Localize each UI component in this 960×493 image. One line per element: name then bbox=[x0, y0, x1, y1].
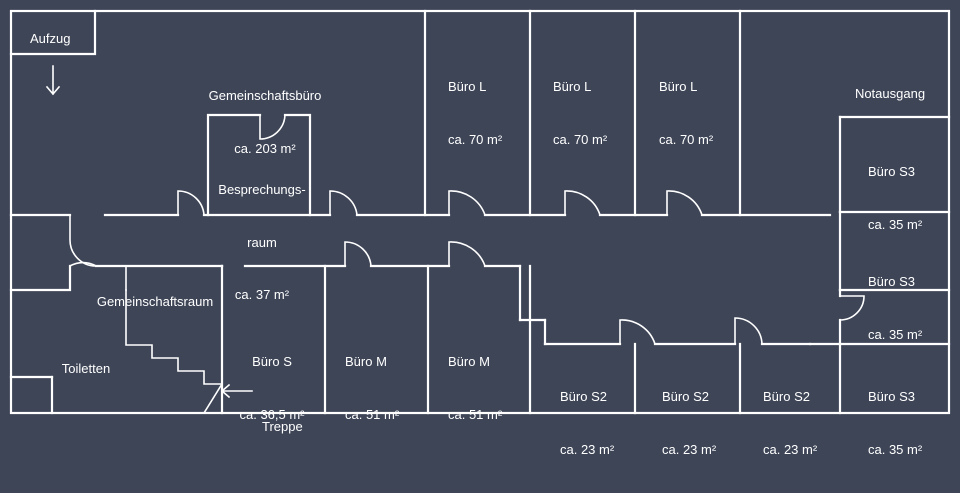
treppe-arrow-icon bbox=[222, 385, 252, 397]
door-gemeinschaftsraum-top bbox=[70, 215, 96, 266]
door-gemeinschaftsbuero-2 bbox=[330, 191, 357, 215]
room-label-aufzug: Aufzug bbox=[30, 31, 71, 46]
room-label-buero-s2-2: Büro S2 ca. 23 m² bbox=[662, 389, 717, 457]
besprechung-right bbox=[285, 115, 310, 215]
room-label-buero-l-2: Büro L ca. 70 m² bbox=[553, 79, 608, 147]
room-label-gemeinschaftsbuero: Gemeinschaftsbüro ca. 203 m² bbox=[208, 88, 322, 156]
door-buero-s2-2 bbox=[735, 318, 762, 344]
room-label-buero-l-1: Büro L ca. 70 m² bbox=[448, 79, 503, 147]
room-label-buero-s3-1: Büro S3 ca. 35 m² bbox=[868, 164, 923, 232]
door-buero-m-2 bbox=[449, 242, 485, 266]
treppe-diagonal bbox=[204, 384, 222, 413]
door-buero-l-1 bbox=[449, 191, 485, 215]
room-label-buero-m-2: Büro M ca. 51 m² bbox=[448, 354, 503, 422]
door-gemeinschaftsraum-bottom bbox=[70, 263, 96, 290]
room-label-besprechungsraum: Besprechungs- raum ca. 37 m² bbox=[218, 182, 306, 303]
door-gemeinschaftsbuero bbox=[178, 191, 204, 215]
aufzug-wall bbox=[11, 11, 95, 54]
door-buero-m-1 bbox=[345, 242, 371, 266]
door-buero-l-3 bbox=[667, 191, 702, 215]
door-buero-s3-2 bbox=[840, 296, 864, 320]
door-buero-s2-1 bbox=[620, 320, 655, 344]
treppe-steps bbox=[126, 290, 222, 384]
besprechung-left bbox=[208, 115, 260, 215]
room-label-buero-s: Büro S ca. 36,5 m² bbox=[239, 354, 305, 422]
room-label-buero-s3-3: Büro S3 ca. 35 m² bbox=[868, 389, 923, 457]
toiletten-top-wall bbox=[11, 266, 70, 290]
room-label-buero-s2-3: Büro S2 ca. 23 m² bbox=[763, 389, 818, 457]
room-label-buero-s3-2: Büro S3 ca. 35 m² bbox=[868, 274, 923, 342]
room-label-treppe: Treppe bbox=[262, 419, 303, 435]
room-label-buero-l-3: Büro L ca. 70 m² bbox=[659, 79, 714, 147]
door-besprechungsraum bbox=[260, 115, 285, 139]
aufzug-arrow-icon bbox=[47, 66, 59, 94]
room-label-buero-m-1: Büro M ca. 51 m² bbox=[345, 354, 400, 422]
door-buero-l-2 bbox=[565, 191, 600, 215]
room-label-toiletten: Toiletten bbox=[61, 361, 111, 377]
room-label-gemeinschaftsraum: Gemeinschaftsraum bbox=[96, 294, 214, 310]
room-label-buero-s2-1: Büro S2 ca. 23 m² bbox=[560, 389, 615, 457]
room-label-notausgang: Notausgang bbox=[854, 86, 926, 102]
